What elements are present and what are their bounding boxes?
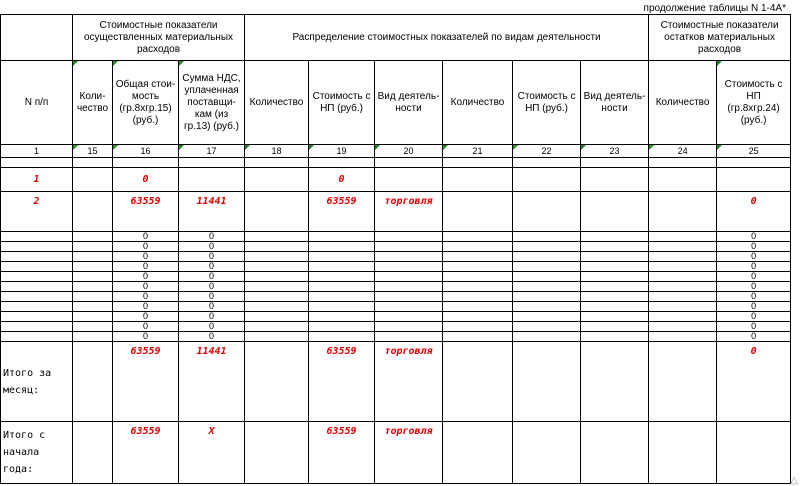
zero-row-c21[interactable] xyxy=(443,292,513,302)
zero-row-c17[interactable]: 0 xyxy=(179,252,245,262)
row1-c19[interactable]: 0 xyxy=(309,168,375,192)
cell xyxy=(581,158,649,168)
table-row xyxy=(1,322,791,332)
zero-row-c16[interactable]: 0 xyxy=(113,282,179,292)
row1-n[interactable]: 1 xyxy=(1,168,73,192)
zero-row-c15[interactable] xyxy=(73,262,113,272)
row1-c23[interactable] xyxy=(581,168,649,192)
zero-row-c16[interactable]: 0 xyxy=(113,302,179,312)
total-year-row xyxy=(1,422,791,484)
total-month-c25[interactable]: 0 xyxy=(717,342,791,422)
cell xyxy=(309,158,375,168)
zero-row-c20[interactable] xyxy=(375,282,443,292)
total-year-c20[interactable]: торговля xyxy=(375,422,443,484)
cell xyxy=(649,158,717,168)
colnum-19: 19 xyxy=(309,145,375,158)
zero-row-c22[interactable] xyxy=(513,252,581,262)
zero-row-c19[interactable] xyxy=(309,282,375,292)
header-n: N п/п xyxy=(1,61,73,145)
zero-row-c23[interactable] xyxy=(581,242,649,252)
zero-row-c18[interactable] xyxy=(245,242,309,252)
zero-row-c18[interactable] xyxy=(245,272,309,282)
zero-row-c19[interactable] xyxy=(309,332,375,342)
zero-row-c22[interactable] xyxy=(513,292,581,302)
table-row xyxy=(1,332,791,342)
row1-c17[interactable] xyxy=(179,168,245,192)
zero-row-n[interactable] xyxy=(1,232,73,242)
zero-row-c17[interactable]: 0 xyxy=(179,292,245,302)
zero-row-c25[interactable]: 0 xyxy=(717,332,791,342)
total-month-c18[interactable] xyxy=(245,342,309,422)
total-month-c20[interactable]: торговля xyxy=(375,342,443,422)
header-c15: Коли-чество xyxy=(73,61,113,145)
row2-c22[interactable] xyxy=(513,192,581,232)
total-year-label: Итого с начала года: xyxy=(1,422,73,484)
cell xyxy=(1,158,73,168)
zero-row-c24[interactable] xyxy=(649,312,717,322)
row1-c22[interactable] xyxy=(513,168,581,192)
zero-row-n[interactable] xyxy=(1,282,73,292)
row2-c18[interactable] xyxy=(245,192,309,232)
zero-row-c25[interactable]: 0 xyxy=(717,322,791,332)
zero-row-c21[interactable] xyxy=(443,302,513,312)
table-row xyxy=(1,302,791,312)
header-c20: Вид деятель-ности xyxy=(375,61,443,145)
colnum-16: 16 xyxy=(113,145,179,158)
cell xyxy=(443,158,513,168)
table-row xyxy=(1,192,791,232)
cell xyxy=(513,158,581,168)
zero-row-c20[interactable] xyxy=(375,262,443,272)
cell xyxy=(73,158,113,168)
zero-row-c19[interactable] xyxy=(309,302,375,312)
total-year-c19[interactable]: 63559 xyxy=(309,422,375,484)
zero-row-c20[interactable] xyxy=(375,302,443,312)
zero-row-c22[interactable] xyxy=(513,302,581,312)
zero-row-c24[interactable] xyxy=(649,272,717,282)
total-year-c24[interactable] xyxy=(649,422,717,484)
zero-row-c24[interactable] xyxy=(649,262,717,272)
zero-row-c24[interactable] xyxy=(649,252,717,262)
cell xyxy=(375,158,443,168)
row1-c25[interactable] xyxy=(717,168,791,192)
zero-row-c23[interactable] xyxy=(581,292,649,302)
zero-row-c19[interactable] xyxy=(309,322,375,332)
zero-row-c21[interactable] xyxy=(443,232,513,242)
zero-row-n[interactable] xyxy=(1,322,73,332)
zero-row-c21[interactable] xyxy=(443,252,513,262)
total-year-c16[interactable]: 63559 xyxy=(113,422,179,484)
zero-row-c20[interactable] xyxy=(375,252,443,262)
total-month-label: Итого за месяц: xyxy=(1,342,73,422)
zero-row-n[interactable] xyxy=(1,242,73,252)
row2-c16[interactable]: 63559 xyxy=(113,192,179,232)
zero-row-c16[interactable]: 0 xyxy=(113,322,179,332)
zero-row-c25[interactable]: 0 xyxy=(717,262,791,272)
row2-c21[interactable] xyxy=(443,192,513,232)
cell xyxy=(179,158,245,168)
header-c16: Общая стои-мость (гр.8хгр.15) (руб.) xyxy=(113,61,179,145)
header-c24: Количество xyxy=(649,61,717,145)
colnum-21: 21 xyxy=(443,145,513,158)
zero-row-c16[interactable]: 0 xyxy=(113,272,179,282)
zero-row-n[interactable] xyxy=(1,252,73,262)
zero-row-c23[interactable] xyxy=(581,232,649,242)
zero-row-c25[interactable]: 0 xyxy=(717,312,791,322)
row1-c16[interactable]: 0 xyxy=(113,168,179,192)
zero-row-c24[interactable] xyxy=(649,292,717,302)
zero-row-c16[interactable]: 0 xyxy=(113,312,179,322)
zero-row-c17[interactable]: 0 xyxy=(179,322,245,332)
zero-row-c16[interactable]: 0 xyxy=(113,232,179,242)
zero-row-c24[interactable] xyxy=(649,322,717,332)
zero-row-c17[interactable]: 0 xyxy=(179,302,245,312)
zero-row-c20[interactable] xyxy=(375,292,443,302)
total-month-c24[interactable] xyxy=(649,342,717,422)
colnum-25: 25 xyxy=(717,145,791,158)
row1-c20[interactable] xyxy=(375,168,443,192)
zero-row-c19[interactable] xyxy=(309,232,375,242)
spacer-row xyxy=(1,158,791,168)
zero-row-c20[interactable] xyxy=(375,312,443,322)
colnum-23: 23 xyxy=(581,145,649,158)
zero-row-c17[interactable]: 0 xyxy=(179,332,245,342)
zero-row-c19[interactable] xyxy=(309,292,375,302)
header-c17: Сумма НДС, уплаченная поставщи-кам (из гр.13) (руб.) xyxy=(179,61,245,145)
colnum-22: 22 xyxy=(513,145,581,158)
zero-row-c25[interactable]: 0 xyxy=(717,302,791,312)
header-c19: Стоимость с НП (руб.) xyxy=(309,61,375,145)
zero-row-c25[interactable]: 0 xyxy=(717,232,791,242)
row2-c19[interactable]: 63559 xyxy=(309,192,375,232)
zero-row-c18[interactable] xyxy=(245,262,309,272)
row2-c17[interactable]: 11441 xyxy=(179,192,245,232)
zero-row-c25[interactable]: 0 xyxy=(717,282,791,292)
total-year-c22[interactable] xyxy=(513,422,581,484)
zero-row-c18[interactable] xyxy=(245,232,309,242)
header-c21: Количество xyxy=(443,61,513,145)
row1-c18[interactable] xyxy=(245,168,309,192)
resize-corner-icon[interactable]: △ xyxy=(790,475,798,486)
zero-row-c17[interactable]: 0 xyxy=(179,312,245,322)
table-row xyxy=(1,262,791,272)
zero-row-c23[interactable] xyxy=(581,262,649,272)
zero-row-c15[interactable] xyxy=(73,282,113,292)
colnum-20: 20 xyxy=(375,145,443,158)
table-row xyxy=(1,242,791,252)
header-c25: Стоимость с НП (гр.8хгр.24) (руб.) xyxy=(717,61,791,145)
header-c22: Стоимость с НП (руб.) xyxy=(513,61,581,145)
zero-row-c23[interactable] xyxy=(581,272,649,282)
zero-row-c20[interactable] xyxy=(375,322,443,332)
zero-row-c18[interactable] xyxy=(245,292,309,302)
zero-row-c15[interactable] xyxy=(73,322,113,332)
group-spent: Стоимостные показатели осуществленных материальных расходов xyxy=(73,15,245,61)
header-c18: Количество xyxy=(245,61,309,145)
zero-row-c20[interactable] xyxy=(375,242,443,252)
zero-row-c24[interactable] xyxy=(649,282,717,292)
report-table-sheet xyxy=(0,14,790,486)
zero-row-c15[interactable] xyxy=(73,292,113,302)
zero-row-c17[interactable]: 0 xyxy=(179,272,245,282)
total-year-c25[interactable] xyxy=(717,422,791,484)
zero-row-c15[interactable] xyxy=(73,242,113,252)
zero-row-c16[interactable]: 0 xyxy=(113,242,179,252)
zero-row-c25[interactable]: 0 xyxy=(717,242,791,252)
zero-row-n[interactable] xyxy=(1,262,73,272)
zero-row-c15[interactable] xyxy=(73,232,113,242)
zero-row-c19[interactable] xyxy=(309,272,375,282)
zero-row-n[interactable] xyxy=(1,272,73,282)
total-year-c17[interactable]: X xyxy=(179,422,245,484)
zero-row-n[interactable] xyxy=(1,332,73,342)
zero-row-c18[interactable] xyxy=(245,332,309,342)
total-year-c23[interactable] xyxy=(581,422,649,484)
row1-c21[interactable] xyxy=(443,168,513,192)
zero-row-n[interactable] xyxy=(1,302,73,312)
cell xyxy=(717,158,791,168)
table-row xyxy=(1,252,791,262)
row2-n[interactable]: 2 xyxy=(1,192,73,232)
table-row xyxy=(1,232,791,242)
zero-row-c23[interactable] xyxy=(581,282,649,292)
zero-row-c21[interactable] xyxy=(443,282,513,292)
zero-row-c20[interactable] xyxy=(375,232,443,242)
zero-row-c21[interactable] xyxy=(443,312,513,322)
zero-row-c16[interactable]: 0 xyxy=(113,262,179,272)
zero-row-c16[interactable]: 0 xyxy=(113,252,179,262)
row2-c23[interactable] xyxy=(581,192,649,232)
zero-row-c22[interactable] xyxy=(513,272,581,282)
material-expenses-table xyxy=(0,14,791,484)
table-row xyxy=(1,292,791,302)
zero-row-c18[interactable] xyxy=(245,252,309,262)
total-month-row xyxy=(1,342,791,422)
table-continuation-caption: продолжение таблицы N 1-4А* xyxy=(643,3,786,14)
zero-row-c18[interactable] xyxy=(245,302,309,312)
total-month-c23[interactable] xyxy=(581,342,649,422)
zero-row-c15[interactable] xyxy=(73,252,113,262)
zero-row-c20[interactable] xyxy=(375,332,443,342)
total-year-c21[interactable] xyxy=(443,422,513,484)
total-month-c16[interactable]: 63559 xyxy=(113,342,179,422)
table-row xyxy=(1,282,791,292)
zero-row-c23[interactable] xyxy=(581,302,649,312)
zero-row-c15[interactable] xyxy=(73,332,113,342)
zero-row-c25[interactable]: 0 xyxy=(717,272,791,282)
zero-row-c23[interactable] xyxy=(581,322,649,332)
zero-row-c24[interactable] xyxy=(649,302,717,312)
table-row xyxy=(1,272,791,282)
row2-c15[interactable] xyxy=(73,192,113,232)
zero-row-c22[interactable] xyxy=(513,282,581,292)
zero-rows-group xyxy=(1,232,791,342)
zero-row-c22[interactable] xyxy=(513,242,581,252)
total-month-c17[interactable]: 11441 xyxy=(179,342,245,422)
zero-row-c15[interactable] xyxy=(73,302,113,312)
zero-row-c21[interactable] xyxy=(443,262,513,272)
zero-row-c19[interactable] xyxy=(309,242,375,252)
total-year-c18[interactable] xyxy=(245,422,309,484)
zero-row-c19[interactable] xyxy=(309,262,375,272)
total-month-c15[interactable] xyxy=(73,342,113,422)
cell xyxy=(245,158,309,168)
zero-row-c15[interactable] xyxy=(73,272,113,282)
zero-row-c18[interactable] xyxy=(245,322,309,332)
zero-row-c24[interactable] xyxy=(649,332,717,342)
zero-row-c21[interactable] xyxy=(443,322,513,332)
zero-row-c17[interactable]: 0 xyxy=(179,262,245,272)
colnum-18: 18 xyxy=(245,145,309,158)
zero-row-n[interactable] xyxy=(1,312,73,322)
row2-c20[interactable]: торговля xyxy=(375,192,443,232)
zero-row-c23[interactable] xyxy=(581,312,649,322)
colnum-15: 15 xyxy=(73,145,113,158)
colnum-24: 24 xyxy=(649,145,717,158)
table-row xyxy=(1,168,791,192)
zero-row-n[interactable] xyxy=(1,292,73,302)
zero-row-c16[interactable]: 0 xyxy=(113,292,179,302)
group-header-row xyxy=(1,15,791,61)
zero-row-c24[interactable] xyxy=(649,232,717,242)
total-month-c22[interactable] xyxy=(513,342,581,422)
zero-row-c22[interactable] xyxy=(513,262,581,272)
zero-row-c22[interactable] xyxy=(513,312,581,322)
zero-row-c22[interactable] xyxy=(513,332,581,342)
colnum-1: 1 xyxy=(1,145,73,158)
column-header-row xyxy=(1,61,791,145)
zero-row-c17[interactable]: 0 xyxy=(179,232,245,242)
zero-row-c19[interactable] xyxy=(309,252,375,262)
zero-row-c20[interactable] xyxy=(375,272,443,282)
zero-row-c22[interactable] xyxy=(513,322,581,332)
zero-row-c18[interactable] xyxy=(245,312,309,322)
header-c23: Вид деятель-ности xyxy=(581,61,649,145)
total-month-c21[interactable] xyxy=(443,342,513,422)
row2-c24[interactable] xyxy=(649,192,717,232)
row1-c15[interactable] xyxy=(73,168,113,192)
total-month-c19[interactable]: 63559 xyxy=(309,342,375,422)
zero-row-c21[interactable] xyxy=(443,332,513,342)
table-row xyxy=(1,312,791,322)
row1-c24[interactable] xyxy=(649,168,717,192)
zero-row-c21[interactable] xyxy=(443,272,513,282)
cell xyxy=(113,158,179,168)
zero-row-c24[interactable] xyxy=(649,242,717,252)
group-distribution: Распределение стоимостных показателей по видам деятельности xyxy=(245,15,649,61)
zero-row-c15[interactable] xyxy=(73,312,113,322)
zero-row-c17[interactable]: 0 xyxy=(179,282,245,292)
zero-row-c23[interactable] xyxy=(581,252,649,262)
zero-row-c16[interactable]: 0 xyxy=(113,332,179,342)
zero-row-c19[interactable] xyxy=(309,312,375,322)
zero-row-c23[interactable] xyxy=(581,332,649,342)
zero-row-c18[interactable] xyxy=(245,282,309,292)
group-remains: Стоимостные показатели остатков материальных расходов xyxy=(649,15,791,61)
column-number-row xyxy=(1,145,791,158)
zero-row-c25[interactable]: 0 xyxy=(717,292,791,302)
zero-row-c17[interactable]: 0 xyxy=(179,242,245,252)
row2-c25[interactable]: 0 xyxy=(717,192,791,232)
zero-row-c21[interactable] xyxy=(443,242,513,252)
header-blank xyxy=(1,15,73,61)
zero-row-c25[interactable]: 0 xyxy=(717,252,791,262)
colnum-17: 17 xyxy=(179,145,245,158)
total-year-c15[interactable] xyxy=(73,422,113,484)
zero-row-c22[interactable] xyxy=(513,232,581,242)
